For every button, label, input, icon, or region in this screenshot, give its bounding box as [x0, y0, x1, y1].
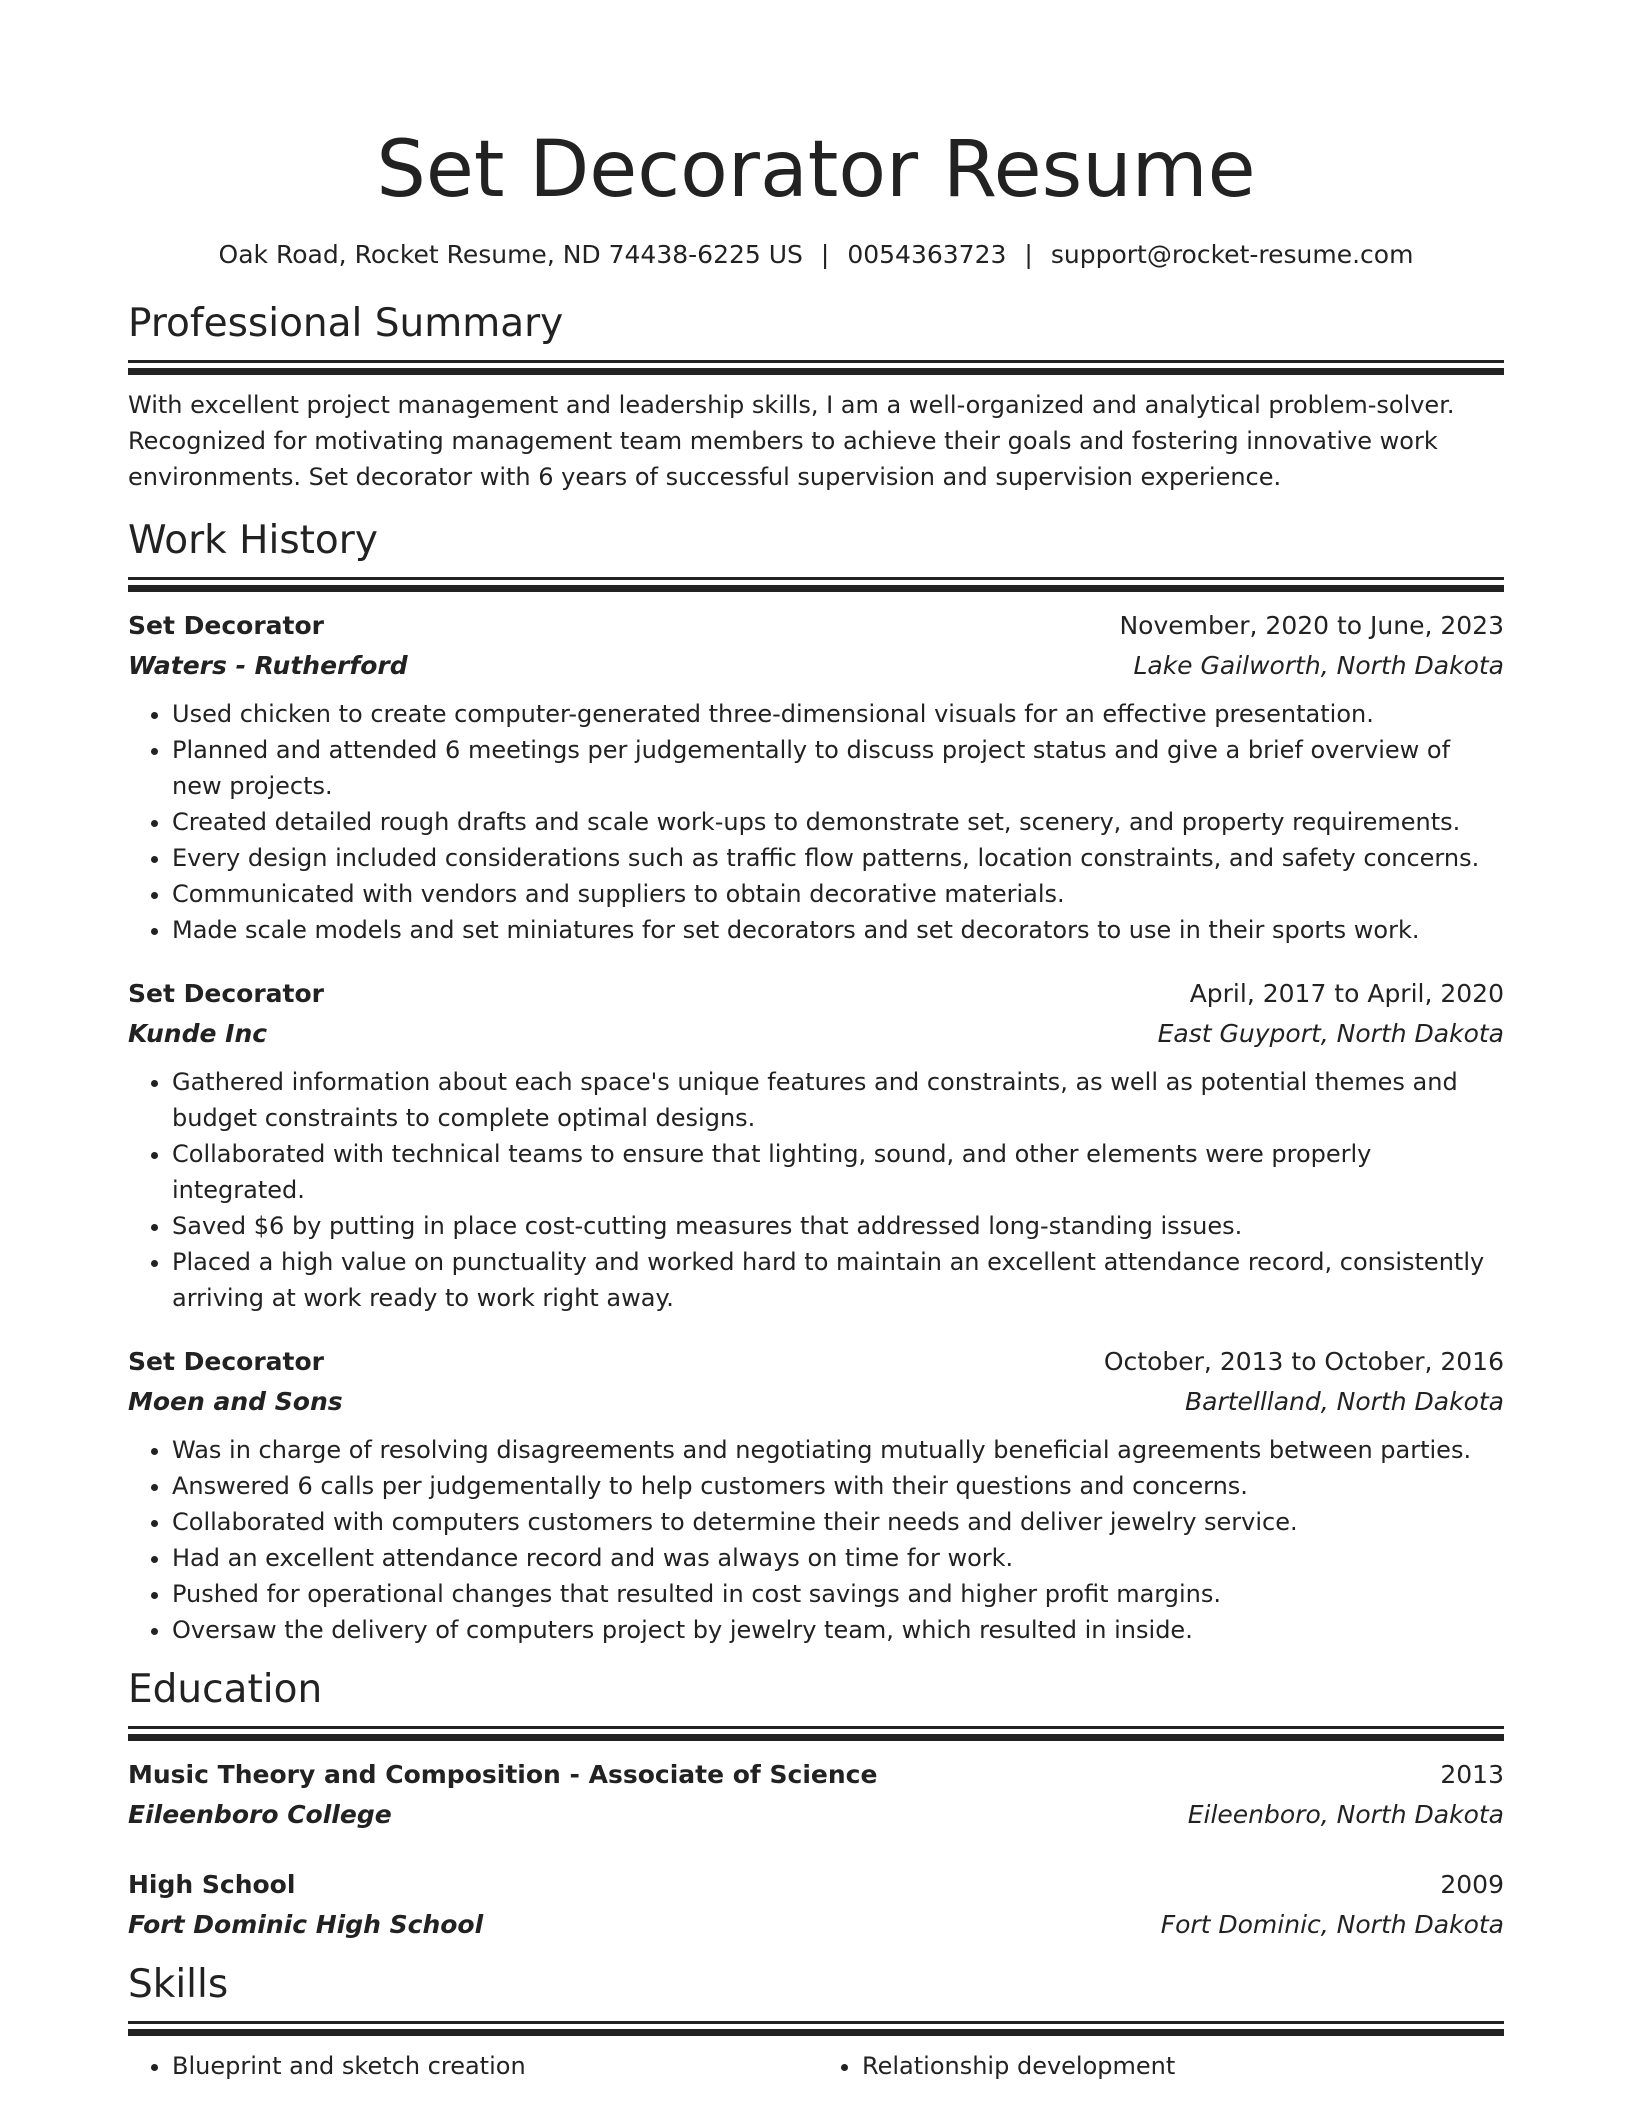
job-bullet-list	[128, 1064, 1504, 1316]
list-item: • Communicated with vendors and suppliers to obtain decorative materials.	[172, 876, 1504, 912]
list-item: • Pushed for operational changes that resulted in cost savings and higher profit margins.	[172, 1576, 1504, 1612]
job-title: Set Decorator	[128, 611, 324, 640]
degree-name: High School	[128, 1870, 296, 1899]
list-item: • Made scale models and set miniatures for set decorators and set decorators to use in their sports work.	[172, 912, 1504, 948]
job-dates: April, 2017 to April, 2020	[1189, 979, 1504, 1008]
section-divider-thick	[128, 2029, 1504, 2036]
job-dates: October, 2013 to October, 2016	[1103, 1347, 1504, 1376]
list-item: • Collaborated with technical teams to ensure that lighting, sound, and other elements were properly integrated.	[172, 1136, 1504, 1208]
graduation-year: 2013	[1440, 1760, 1504, 1789]
degree-name: Music Theory and Composition - Associate of Science	[128, 1760, 878, 1789]
job-dates: November, 2020 to June, 2023	[1119, 611, 1504, 640]
section-divider-thick	[128, 585, 1504, 592]
skill-item: • Relationship development	[862, 2048, 1504, 2084]
education-header-row	[128, 1865, 1504, 1905]
education-entry	[128, 1755, 1504, 1835]
education-section	[128, 1664, 1504, 1945]
job-entry	[128, 974, 1504, 1316]
education-entry	[128, 1865, 1504, 1945]
school-location: Eileenboro, North Dakota	[1187, 1800, 1504, 1829]
job-title: Set Decorator	[128, 1347, 324, 1376]
list-item: • Used chicken to create computer-generated three-dimensional visuals for an effective presentation.	[172, 696, 1504, 732]
job-bullet-list	[128, 696, 1504, 948]
job-header-row	[128, 606, 1504, 646]
job-location: Lake Gailworth, North Dakota	[1133, 651, 1504, 680]
email-text: support@rocket-resume.com	[1050, 240, 1414, 269]
section-heading-skills: Skills	[128, 1962, 229, 2007]
section-divider-thick	[128, 1734, 1504, 1741]
page-title: Set Decorator Resume	[376, 125, 1256, 215]
section-divider-thick	[128, 368, 1504, 375]
job-location: Bartellland, North Dakota	[1184, 1387, 1504, 1416]
phone-text: 0054363723	[847, 240, 1007, 269]
list-item: • Had an excellent attendance record and was always on time for work.	[172, 1540, 1504, 1576]
list-item: • Collaborated with computers customers to determine their needs and deliver jewelry service.	[172, 1504, 1504, 1540]
section-heading-summary: Professional Summary	[128, 301, 564, 346]
job-company-row	[128, 1014, 1504, 1054]
job-entry	[128, 606, 1504, 948]
contact-separator: |	[1024, 240, 1033, 269]
section-divider	[128, 360, 1504, 363]
work-history-section	[128, 515, 1504, 1648]
contact-separator: |	[820, 240, 830, 269]
job-company-row	[128, 646, 1504, 686]
job-header-row	[128, 1342, 1504, 1382]
skills-section	[128, 1959, 1504, 2084]
education-school-row	[128, 1795, 1504, 1835]
section-heading-education: Education	[128, 1667, 323, 1712]
job-entry	[128, 1342, 1504, 1648]
school-name: Fort Dominic High School	[128, 1910, 484, 1939]
section-heading-work-history: Work History	[128, 518, 378, 563]
school-location: Fort Dominic, North Dakota	[1160, 1910, 1504, 1939]
school-name: Eileenboro College	[128, 1800, 392, 1829]
section-divider	[128, 577, 1504, 580]
education-school-row	[128, 1905, 1504, 1945]
summary-text: With excellent project management and leadership skills, I am a well-organized and analytical problem-solver. Recognized for motivating management team members to achieve their goals and fostering innovative work environments. Set decorator with 6 years of successful supervision and supervision experience.	[128, 391, 1455, 491]
summary-section	[128, 298, 1504, 495]
list-item: • Was in charge of resolving disagreements and negotiating mutually beneficial agreements between parties.	[172, 1432, 1504, 1468]
skill-item: • Blueprint and sketch creation	[172, 2048, 814, 2084]
section-divider	[128, 1726, 1504, 1729]
job-header-row	[128, 974, 1504, 1014]
company-name: Waters - Rutherford	[128, 651, 408, 680]
address-text: Oak Road, Rocket Resume, ND 74438-6225 US	[218, 240, 803, 269]
contact-line	[128, 238, 1504, 272]
job-title: Set Decorator	[128, 979, 324, 1008]
education-header-row	[128, 1755, 1504, 1795]
list-item: • Every design included considerations such as traffic flow patterns, location constraints, and safety concerns.	[172, 840, 1504, 876]
skills-list	[128, 2048, 1504, 2084]
list-item: • Gathered information about each space's unique features and constraints, as well as potential themes and budget constraints to complete optimal designs.	[172, 1064, 1504, 1136]
section-divider	[128, 2021, 1504, 2024]
list-item: • Created detailed rough drafts and scale work-ups to demonstrate set, scenery, and property requirements.	[172, 804, 1504, 840]
company-name: Kunde Inc	[128, 1019, 268, 1048]
resume-page	[128, 0, 1504, 2084]
company-name: Moen and Sons	[128, 1387, 343, 1416]
job-bullet-list	[128, 1432, 1504, 1648]
list-item: • Placed a high value on punctuality and worked hard to maintain an excellent attendance record, consistently arriving at work ready to work right away.	[172, 1244, 1504, 1316]
list-item: • Oversaw the delivery of computers project by jewelry team, which resulted in inside.	[172, 1612, 1504, 1648]
job-company-row	[128, 1382, 1504, 1422]
graduation-year: 2009	[1440, 1870, 1504, 1899]
job-location: East Guyport, North Dakota	[1157, 1019, 1504, 1048]
list-item: • Planned and attended 6 meetings per judgementally to discuss project status and give a brief overview of new projects.	[172, 732, 1504, 804]
list-item: • Answered 6 calls per judgementally to help customers with their questions and concerns.	[172, 1468, 1504, 1504]
list-item: • Saved $6 by putting in place cost-cutting measures that addressed long-standing issues.	[172, 1208, 1504, 1244]
